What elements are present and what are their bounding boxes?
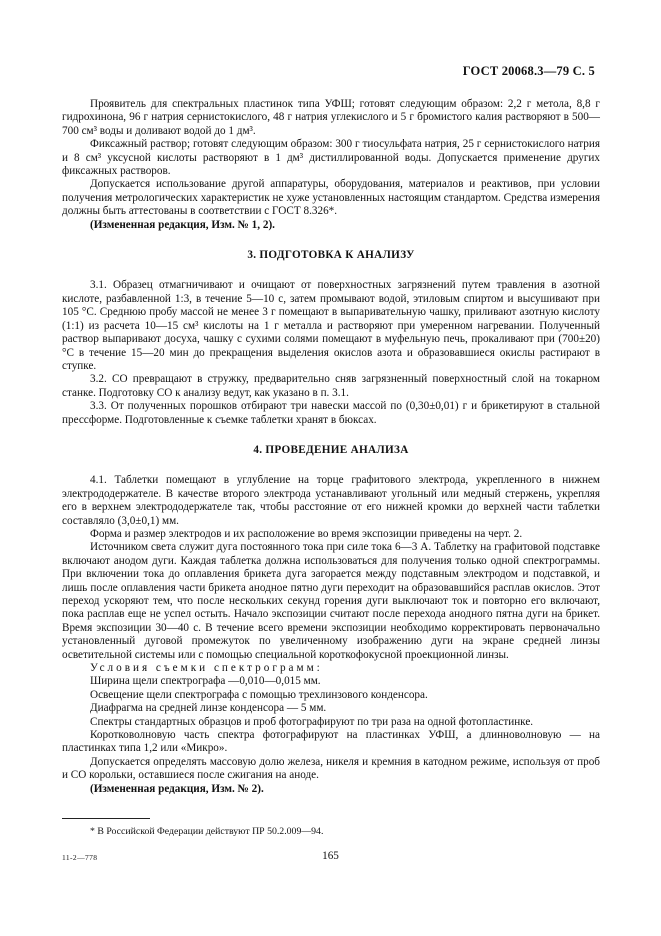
condition-item: Освещение щели спектрографа с помощью трехлинзового конденсора. [90,688,428,701]
paragraph: Фиксажный раствор; готовят следующим образом: 300 г тиосульфата натрия, 25 г сернистокислого натрия и 8 см³ уксусной кислоты растворяют в 1 дм³ дистиллированной воды. Допускается применение других фиксажных растворов. [62,138,600,178]
condition-item: Спектры стандартных образцов и проб фотографируют по три раза на одной фотопластинке. [90,715,534,728]
section-title: 4. ПРОВЕДЕНИЕ АНАЛИЗА [253,443,409,456]
conditions-title: Условия съемки спектрограмм: [90,662,323,675]
paragraph: 3.3. От полученных порошков отбирают три навески массой по (0,30±0,01) г и брикетируют в стальной прессформе. Подготовленные к съемке таблетки хранят в бюксах. [62,400,600,426]
paragraph: Источником света служит дуга постоянного тока при силе тока 6—3 А. Таблетку на графитовой подставке включают анодом дуги. Каждая таблетка должна использоваться для получения только одной спектрограммы. При включении тока до оплавления брикета дуга загорается между подставным электродом и подставкой, и лишь после оплавления части брикета анодное пятно дуги переходит на образовавшийся расплав окислов. Этот переход ускоряют тем, что после нескольких секунд горения дуги выключают ток и повторно его включают, пока расплав еще не успел остыть. Начало экспозиции считают после перехода анодного пятна дуги на брикет. Время экспозиции 30—40 с. В течение всего времени экспозиции необходимо корректировать первоначально установленный дуговой промежуток по увеличенному изображению дуги на экране средней линзы осветительной системы или с помощью специальной короткофокусной проекционной линзы. [62,541,600,661]
condition-item: Допускается определять массовую долю железа, никеля и кремния в катодном режиме, используя от проб и СО корольки, оставшиеся после сжигания на аноде. [62,755,600,782]
footnote: * В Российской Федерации действуют ПР 50.2.009—94. [90,826,324,837]
footnote-divider [62,818,150,819]
paragraph: Допускается использование другой аппаратуры, оборудования, материалов и реактивов, при условии получения метрологических характеристик не хуже установленных настоящим стандартом. Средства измерения должны быть аттестованы в соответствии с ГОСТ 8.326*. [62,178,600,218]
page-number: 165 [322,850,339,862]
print-code: 11-2—778 [62,853,98,862]
paragraph: 4.1. Таблетки помещают в углубление на торце графитового электрода, укрепленного в нижнем электрододержателе. В качестве второго электрода устанавливают угольный или медный стержень, укрепляя его в верхнем электрододержателе так, чтобы расстояние от его нижней кромки до верхней части таблетки составляло (3,0±0,1) мм. [62,474,600,527]
paragraph: Проявитель для спектральных пластинок типа УФШ; готовят следующим образом: 2,2 г метола, 8,8 г гидрохинона, 96 г натрия сернистокислого, 48 г натрия углекислого и 5 г бромистого калия растворяют в 500—700 см³ воды и доливают водой до 1 дм³. [62,98,600,137]
paragraph: Форма и размер электродов и их расположение во время экспозиции приведены на черт. 2. [90,527,523,540]
section-title: 3. ПОДГОТОВКА К АНАЛИЗУ [247,249,415,262]
edition-note: (Измененная редакция, Изм. № 2). [90,782,264,795]
page-header: ГОСТ 20068.3—79 С. 5 [462,64,595,78]
page-content [62,98,600,796]
paragraph: 3.2. СО превращают в стружку, предварительно сняв загрязненный поверхностный слой на токарном станке. Подготовку СО к анализу ведут, как указано в п. 3.1. [62,373,600,399]
condition-item: Коротковолновую часть спектра фотографируют на пластинках УФШ, а длинноволновую — на пластинках типа 1,2 или «Микро». [62,729,600,755]
condition-item: Диафрагма на средней линзе конденсора — 5 мм. [90,702,327,715]
paragraph: 3.1. Образец отмагничивают и очищают от поверхностных загрязнений путем травления в азотной кислоте, разбавленной 1:3, в течение 5—10 с, затем промывают водой, этиловым спиртом и высушивают при 105 °С. Среднюю пробу массой не менее 3 г помещают в выпаривательную чашку, приливают азотную кислоту (1:1) из расчета 10—15 см³ кислоты на 1 г металла и растворяют при умеренном нагревании. Полученный раствор выпаривают досуха, чашку с сухими солями помещают в муфельную печь, прокаливают при (700±20) °С в течение 15—20 мин до прекращения выделения окислов азота и образовавшиеся окислы растирают в ступке. [62,279,600,372]
condition-item: Ширина щели спектрографа —0,010—0,015 мм. [90,675,321,688]
edition-note: (Измененная редакция, Изм. № 1, 2). [90,218,275,231]
